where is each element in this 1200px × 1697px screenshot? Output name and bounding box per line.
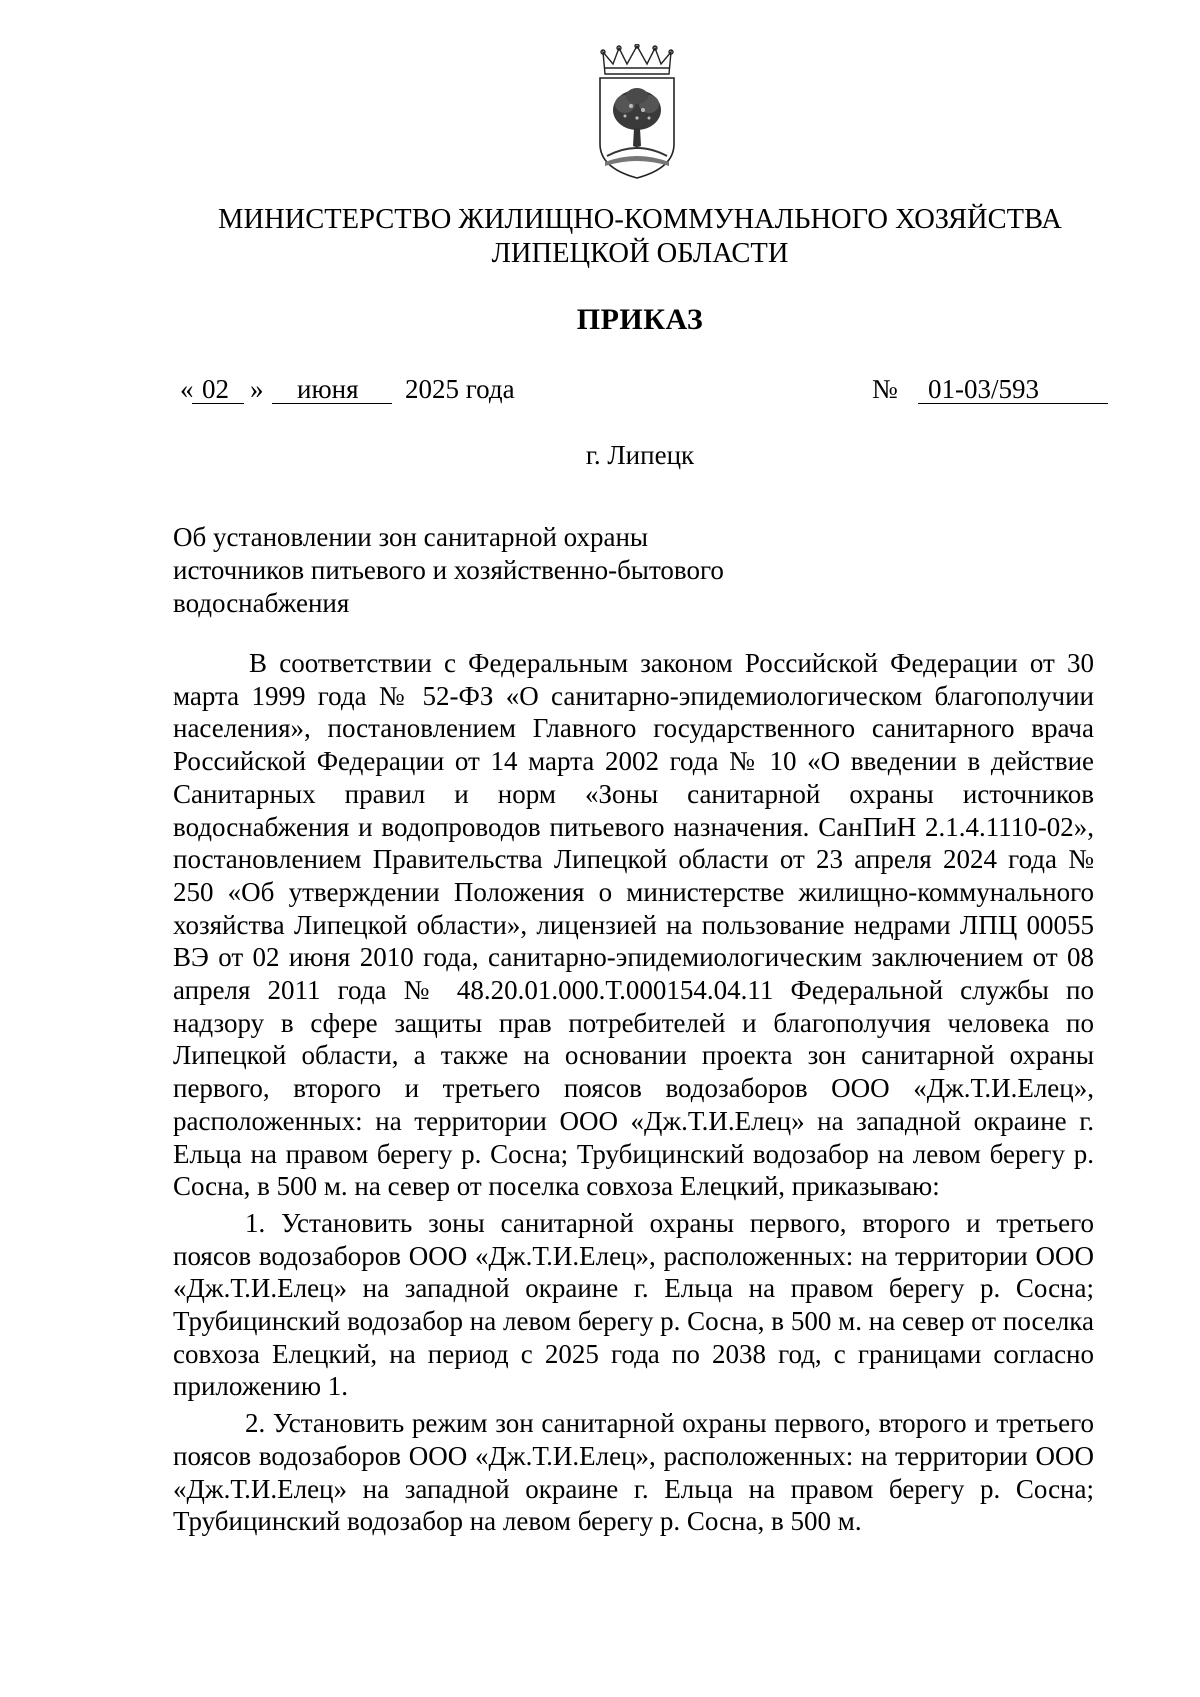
order-body: [173, 647, 1094, 1538]
order-item-2: 2. Установить режим зон санитарной охраны первого, второго и третьего поясов водозаборов ООО «Дж.Т.И.Елец», расположенных: на территории ООО «Дж.Т.И.Елец» на западной окраине г. Ельца на правом берегу р. Сосна; Трубицинский водозабор на левом берегу р. Сосна, в 500 м.: [173, 1408, 1094, 1537]
city-name: г. Липецк: [585, 440, 695, 470]
close-quote: »: [250, 374, 264, 404]
number-underline: [918, 403, 1108, 404]
order-month: июня: [297, 374, 359, 404]
subject-line-3: водоснабжения: [173, 588, 350, 618]
preamble-paragraph: В соответствии с Федеральным законом Российской Федерации от 30 марта 1999 года № 52-ФЗ «О санитарно-эпидемиологическом благополучии населения», постановлением Главного государственного санитарного врача Российской Федерации от 14 марта 2002 года № 10 «О введении в действие Санитарных правил и норм «Зоны санитарной охраны источников водоснабжения и водопроводов питьевого назначения. СанПиН 2.1.4.1110-02», постановлением Правительства Липецкой области от 23 апреля 2024 года № 250 «Об утверждении Положения о министерстве жилищно-коммунального хозяйства Липецкой области», лицензией на пользование недрами ЛПЦ 00055 ВЭ от 02 июня 2010 года, санитарно-эпидемиологическим заключением от 08 апреля 2011 года № 48.20.01.000.Т.000154.04.11 Федеральной службы по надзору в сфере защиты прав потребителей и благополучия человека по Липецкой области, а также на основании проекта зон санитарной охраны первого, второго и третьего поясов водозаборов ООО «Дж.Т.И.Елец», расположенных: на территории ООО «Дж.Т.И.Елец» на западной окраине г. Ельца на правом берегу р. Сосна; Трубицинский водозабор на левом берегу р. Сосна, в 500 м. на север от поселка совхоза Елецкий, приказываю:: [173, 648, 1094, 1202]
open-quote: «: [180, 374, 194, 404]
date-number-line: [180, 372, 1108, 406]
ministry-name: [120, 203, 1160, 271]
ministry-line-2: ЛИПЕЦКОЙ ОБЛАСТИ: [491, 238, 789, 269]
order-subject: [173, 521, 793, 620]
number-sign: №: [872, 374, 898, 404]
order-year: 2025 года: [405, 374, 515, 404]
day-underline: [192, 403, 244, 404]
order-item-1: 1. Установить зоны санитарной охраны первого, второго и третьего поясов водозаборов ООО «Дж.Т.И.Елец», расположенных: на территории ООО «Дж.Т.И.Елец» на западной окраине г. Ельца на правом берегу р. Сосна; Трубицинский водозабор на левом берегу р. Сосна, в 500 м. на север от поселка совхоза Елецкий, на период с 2025 года по 2038 год, с границами согласно приложению 1.: [173, 1207, 1094, 1402]
ministry-line-1: МИНИСТЕРСТВО ЖИЛИЩНО-КОММУНАЛЬНОГО ХОЗЯЙСТВА: [218, 204, 1062, 235]
coat-of-arms-icon: [597, 44, 677, 180]
order-number: 01-03/593: [928, 374, 1039, 404]
subject-line-2: источников питьевого и хозяйственно-бытового: [173, 555, 724, 585]
subject-line-1: Об установлении зон санитарной охраны: [173, 522, 649, 552]
order-day: 02: [202, 374, 229, 404]
document-type: ПРИКАЗ: [576, 303, 704, 336]
month-underline: [272, 403, 392, 404]
